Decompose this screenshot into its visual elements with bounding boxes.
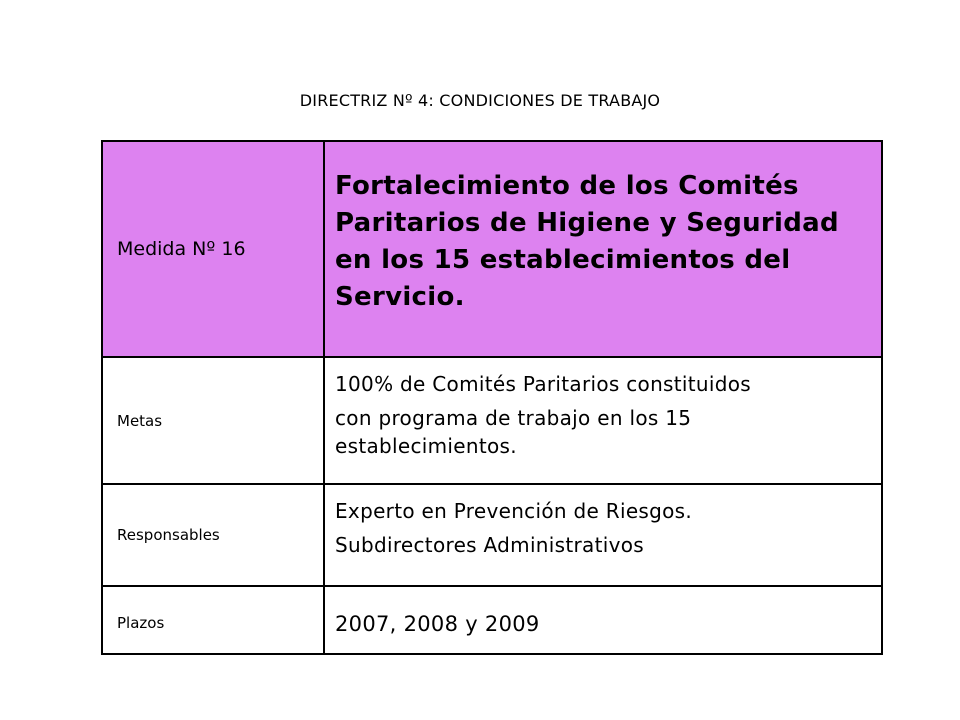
- responsables-value-cell: [324, 484, 882, 586]
- plazos-value-cell: [324, 586, 882, 654]
- plazos-row: [102, 586, 882, 654]
- measure-table: [101, 140, 883, 655]
- metas-row: [102, 357, 882, 484]
- measure-number-label: Medida Nº 16: [102, 141, 324, 357]
- metas-line: 100% de Comités Paritarios constituidos: [335, 371, 751, 396]
- plazos-value: 2007, 2008 y 2009: [335, 611, 540, 636]
- metas-label: Metas: [102, 357, 324, 484]
- metas-value-cell: [324, 357, 882, 484]
- plazos-label: Plazos: [117, 613, 165, 632]
- metas-line: con programa de trabajo en los 15 establecimientos.: [335, 405, 692, 458]
- measure-header-row: [102, 141, 882, 357]
- responsables-label: Responsables: [102, 484, 324, 586]
- plazos-label-cell: [102, 586, 324, 654]
- responsables-line: Subdirectores Administrativos: [335, 533, 644, 557]
- measure-description-cell: [324, 141, 882, 357]
- responsables-row: [102, 484, 882, 586]
- responsables-line: Experto en Prevención de Riesgos.: [335, 499, 693, 523]
- page-title: DIRECTRIZ Nº 4: CONDICIONES DE TRABAJO: [299, 91, 661, 110]
- measure-description: Fortalecimiento de los Comités Paritarios de Higiene y Seguridad en los 15 establecimientos del Servicio.: [335, 171, 839, 312]
